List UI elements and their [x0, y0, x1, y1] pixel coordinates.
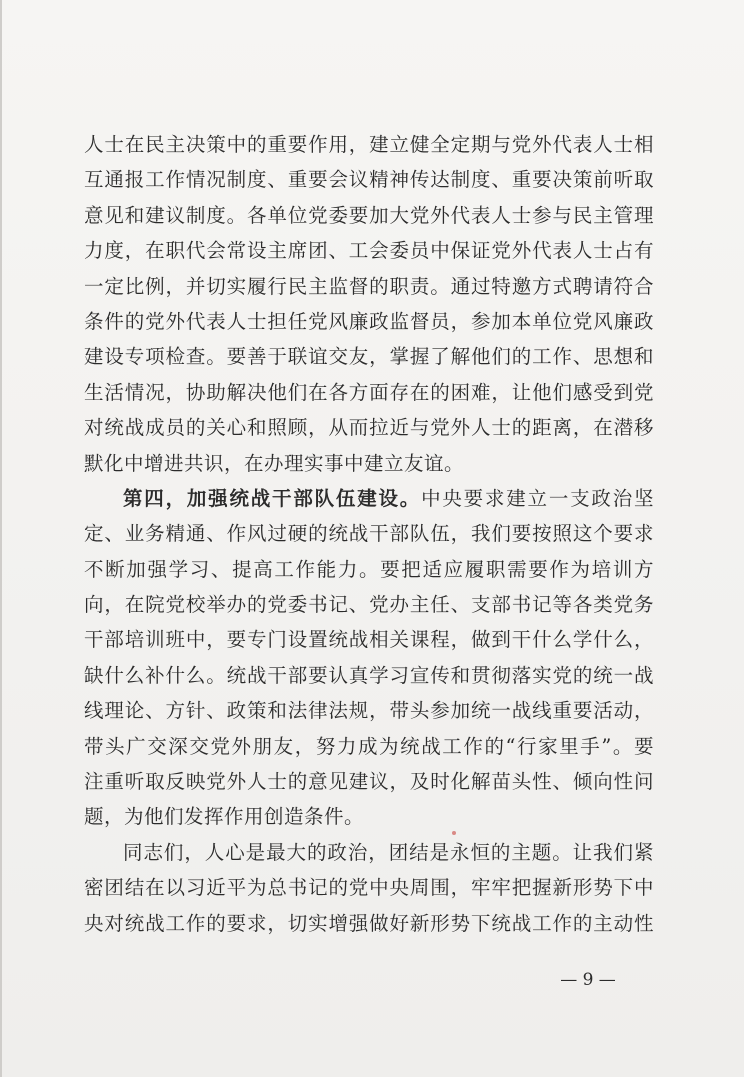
text-line: 缺什么补什么。统战干部要认真学习宣传和贯彻落实党的统一战	[84, 663, 654, 687]
text-line: 建设专项检查。要善于联谊交友，掌握了解他们的工作、思想和	[84, 345, 654, 369]
text-line: 央对统战工作的要求，切实增强做好新形势下统战工作的主动性	[84, 911, 654, 935]
paragraph-four-first-text: 中央要求建立一支政治坚	[421, 486, 654, 510]
page-edge	[0, 0, 2, 1077]
red-ink-speck	[452, 831, 456, 835]
paragraph-five-first-line: 同志们，人心是最大的政治，团结是永恒的主题。让我们紧	[123, 840, 654, 864]
page-number: — 9 —	[560, 970, 616, 990]
text-line: 题，为他们发挥作用创造条件。	[84, 805, 365, 829]
text-line: 默化中增进共识，在办理实事中建立友谊。	[84, 451, 465, 475]
text-line: 意见和建议制度。各单位党委要加大党外代表人士参与民主管理	[84, 203, 654, 227]
text-line: 注重听取反映党外人士的意见建议，及时化解苗头性、倾向性问	[84, 770, 654, 794]
text-line: 对统战成员的关心和照顾，从而拉近与党外人士的距离，在潜移	[84, 416, 654, 440]
text-line: 线理论、方针、政策和法律法规，带头参加统一战线重要活动，	[84, 699, 654, 723]
paragraph-four-first-line	[84, 481, 654, 516]
text-line: 条件的党外代表人士担任党风廉政监督员，参加本单位党风廉政	[84, 309, 654, 333]
text-line: 密团结在以习近平为总书记的党中央周围，牢牢把握新形势下中	[84, 876, 654, 900]
text-line: 互通报工作情况制度、重要会议精神传达制度、重要决策前听取	[84, 168, 654, 192]
text-line: 定、业务精通、作风过硬的统战干部队伍，我们要按照这个要求	[84, 522, 654, 546]
text-line: 干部培训班中，要专门设置统战相关课程，做到干什么学什么，	[84, 628, 654, 652]
text-line: 一定比例，并切实履行民主监督的职责。通过特邀方式聘请符合	[84, 274, 654, 298]
text-line: 不断加强学习、提高工作能力。要把适应履职需要作为培训方	[84, 557, 654, 581]
body-text	[84, 127, 654, 941]
paragraph-four-heading: 第四，加强统战干部队伍建设。	[123, 486, 422, 510]
text-line: 向，在院党校举办的党委书记、党办主任、支部书记等各类党务	[84, 593, 654, 617]
text-line: 带头广交深交党外朋友，努力成为统战工作的“行家里手”。要	[84, 734, 654, 758]
text-line: 人士在民主决策中的重要作用，建立健全定期与党外代表人士相	[84, 133, 654, 156]
text-line: 力度，在职代会常设主席团、工会委员中保证党外代表人士占有	[84, 239, 654, 263]
text-line: 生活情况，协助解决他们在各方面存在的困难，让他们感受到党	[84, 380, 654, 404]
